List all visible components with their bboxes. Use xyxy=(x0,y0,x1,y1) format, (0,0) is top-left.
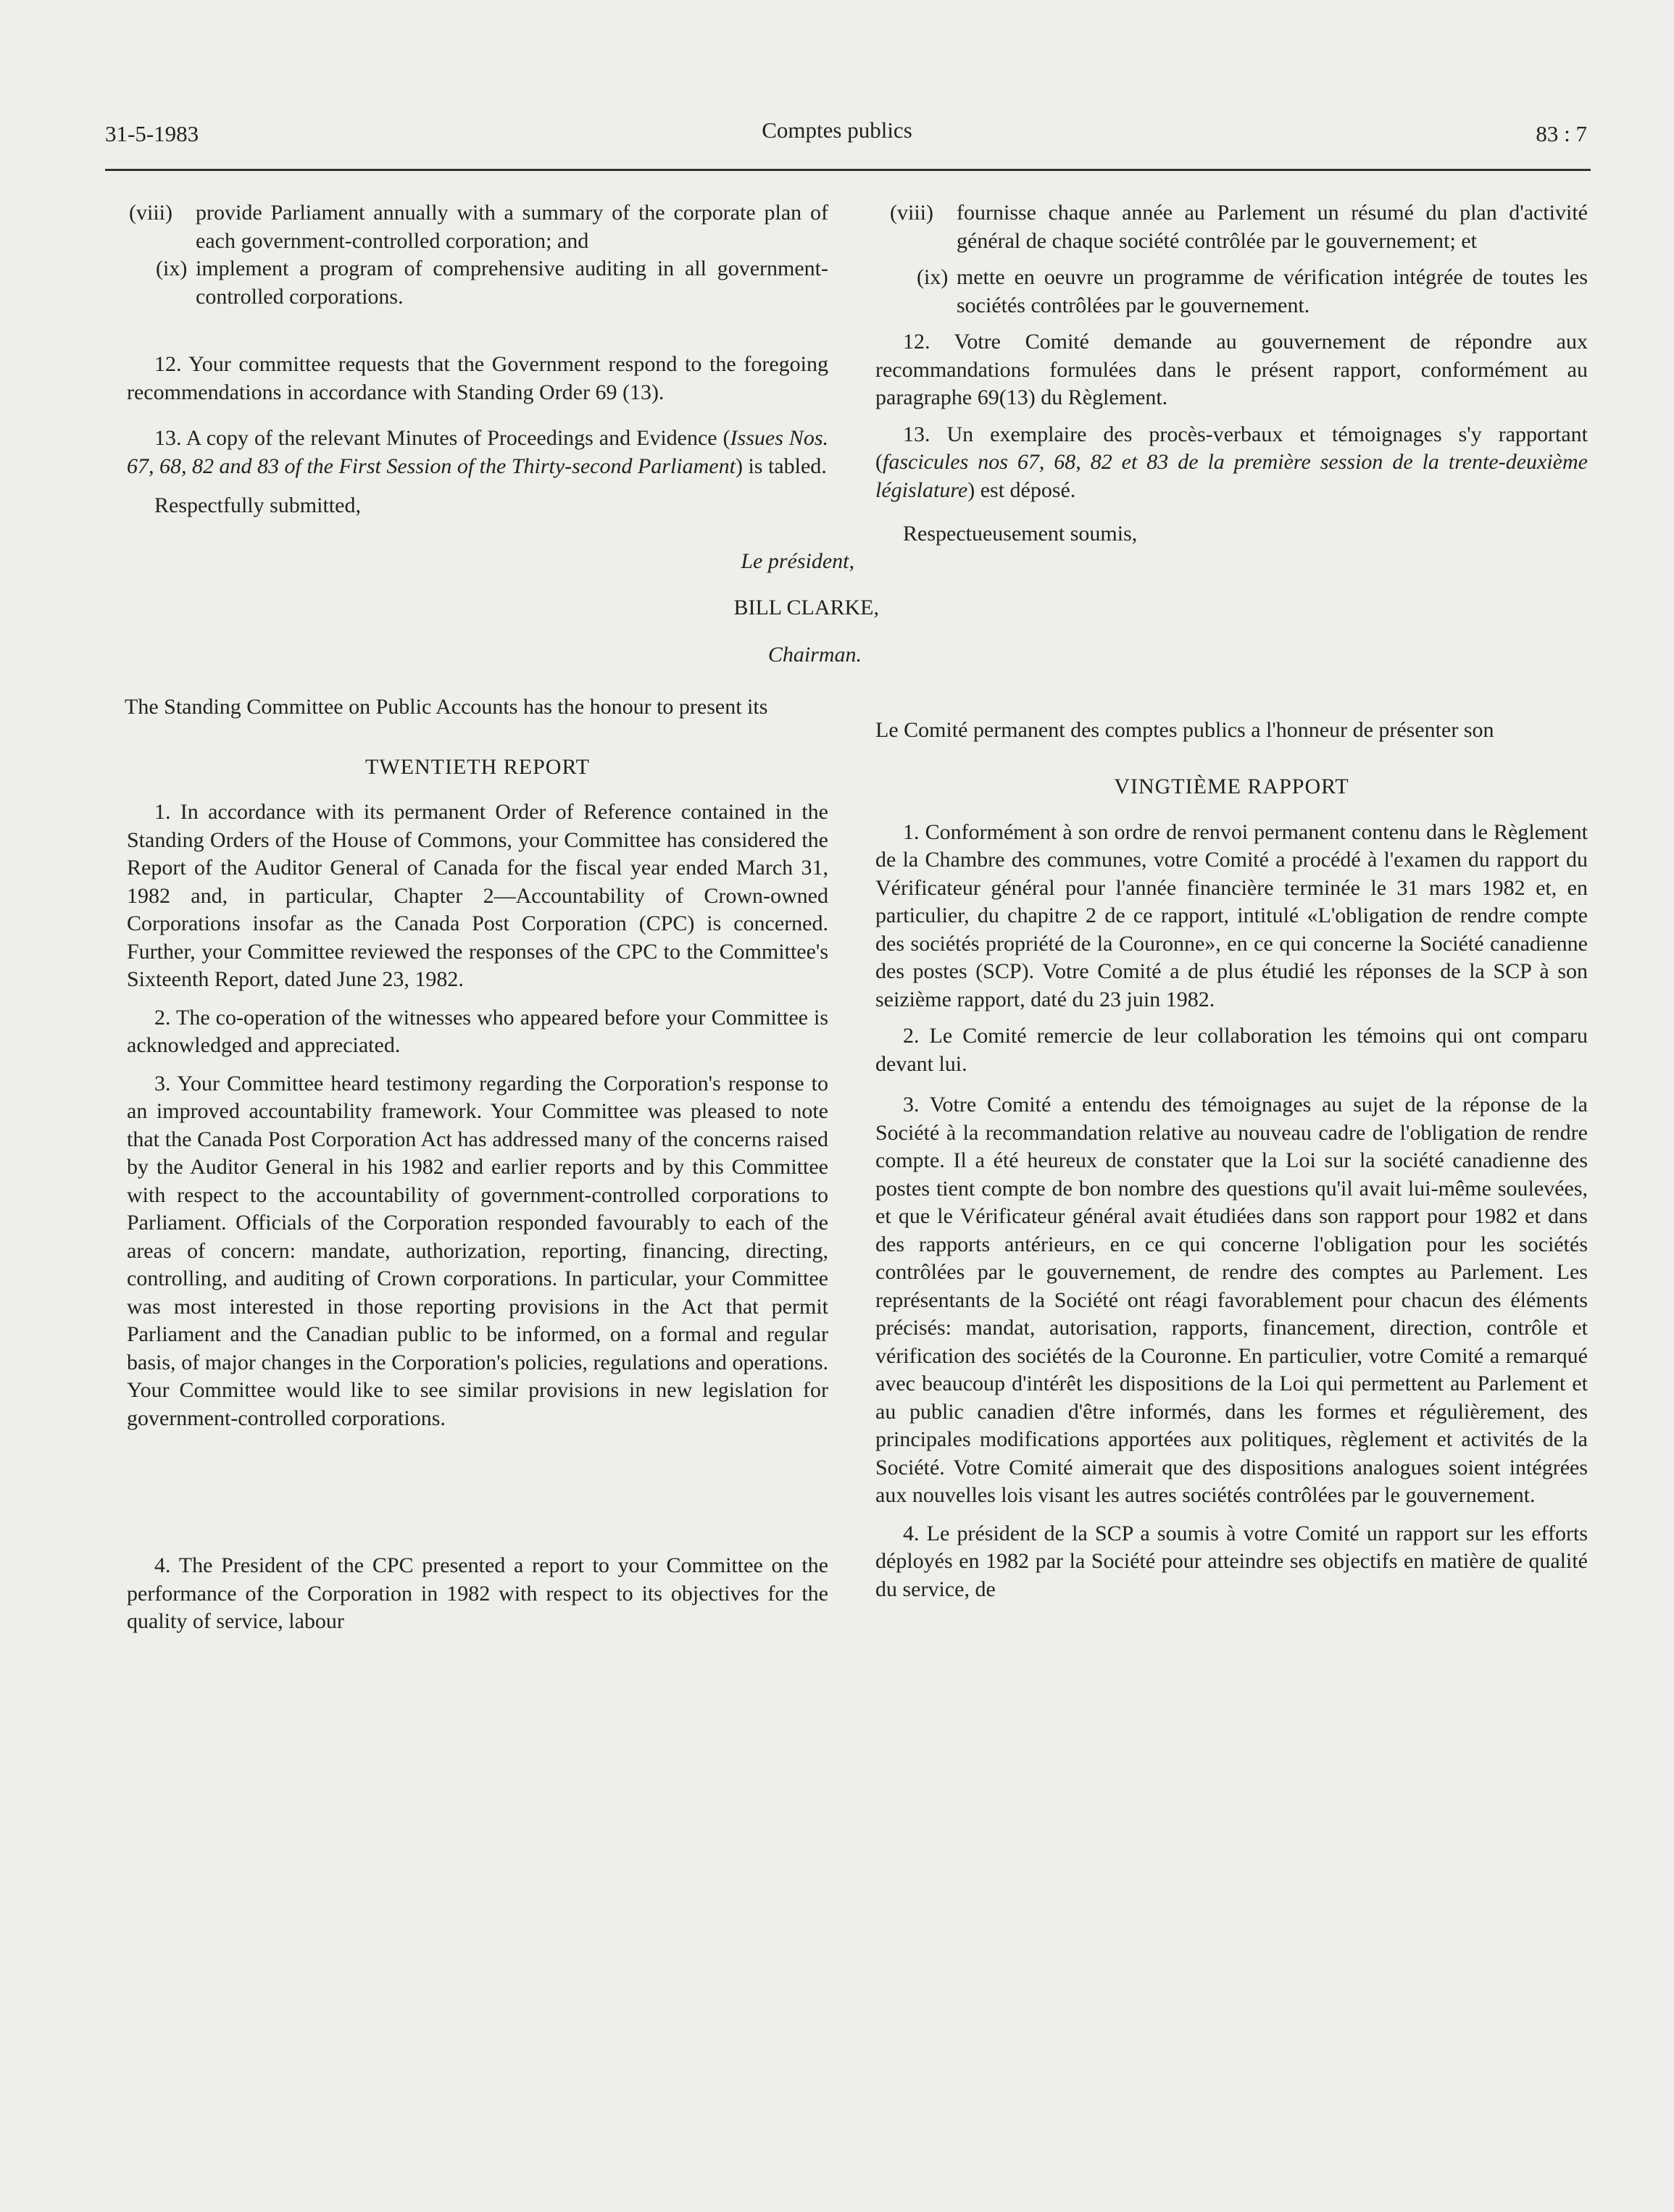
en-paragraph-13-issues: Issues Nos. 67, 68, 82 and 83 of the First Session of the Thirty-second Parliament xyxy=(127,426,828,478)
fr-item-ix-number: (ix) xyxy=(917,265,949,289)
en-paragraph-2: 2. The co-operation of the witnesses who appeared before your Committee is acknowledged and appreciated. xyxy=(127,1005,828,1057)
fr-item-viii-number: (viii) xyxy=(890,201,933,225)
fr-paragraph-4: 4. Le président de la SCP a soumis à votre Comité un rapport sur les efforts déployés en 1982 par la Société pour atteindre ses objectifs en matière de qualité du service, de xyxy=(875,1521,1588,1601)
fr-report-title: VINGTIÈME RAPPORT xyxy=(1114,775,1349,798)
fr-paragraph-1: 1. Conformément à son ordre de renvoi permanent contenu dans le Règlement de la Chambre des communes, votre Comité a procédé à l'examen du rapport du Vérificateur général pour l'année financière terminée le 31 mars 1982 et, en particulier, du chapitre 2 de ce rapport, intitulé «L'obligation de rendre compte des sociétés propriété de la Couronne», en ce qui concerne la Société canadienne des postes (SCP). Votre Comité a de plus étudié les réponses de la SCP à son seizième rapport, daté du 23 juin 1982. xyxy=(875,819,1588,1011)
en-item-viii-number: (viii) xyxy=(129,201,172,225)
en-paragraph-1: 1. In accordance with its permanent Order of Reference contained in the Standing Orders of the House of Commons, your Committee has considered the Report of the Auditor General of Canada for the fiscal year ended March 31, 1982 and, in particular, Chapter 2—Accountability of Crown-owned Corporations insofar as the Canada Post Corporation (CPC) is concerned. Further, your Committee reviewed the responses of the CPC to the Committee's Sixteenth Report, dated June 23, 1982. xyxy=(127,800,828,991)
french-column xyxy=(875,199,1588,1603)
en-item-viii-text: provide Parliament annually with a summary of the corporate plan of each government-controlled corporation; and xyxy=(196,201,828,253)
fr-report-intro: Le Comité permanent des comptes publics a l'honneur de présenter son xyxy=(875,717,1494,742)
signature-name: BILL CLARKE, xyxy=(733,596,879,619)
header-title: Comptes publics xyxy=(762,117,912,143)
header-page-number: 83 : 7 xyxy=(1536,121,1587,146)
en-item-viii xyxy=(129,199,828,255)
en-item-ix-number: (ix) xyxy=(156,256,188,280)
header-date: 31-5-1983 xyxy=(105,121,199,146)
en-report-intro: The Standing Committee on Public Accounts has the honour to present its xyxy=(125,695,768,719)
fr-paragraph-12: 12. Votre Comité demande au gouvernement de répondre aux recommandations formulées dans le présent rapport, conformément au paragraphe 69(13) du Règlement. xyxy=(875,330,1588,409)
en-paragraph-13: 13. A copy of the relevant Minutes of Proceedings and Evidence (Issues Nos. 67, 68, 82 and 83 of the First Session of the Thirty-second Parliament) is tabled. xyxy=(127,426,828,478)
fr-paragraph-13-issues: fascicules nos 67, 68, 82 et 83 de la première session de la trente-deuxième législature xyxy=(875,450,1588,502)
english-column xyxy=(125,199,879,1636)
fr-paragraph-2: 2. Le Comité remercie de leur collaboration les témoins qui ont comparu devant lui. xyxy=(875,1024,1588,1076)
en-report-title: TWENTIETH REPORT xyxy=(365,754,590,779)
fr-item-viii xyxy=(890,199,1588,255)
en-item-ix-text: implement a program of comprehensive auditing in all government-controlled corporations. xyxy=(196,256,828,309)
fr-item-viii-text: fournisse chaque année au Parlement un résumé du plan d'activité général de chaque société contrôlée par le gouvernement; et xyxy=(957,201,1588,253)
en-paragraph-12: 12. Your committee requests that the Government respond to the foregoing recommendations in accordance with Standing Order 69 (13). xyxy=(127,352,828,404)
fr-item-ix-text: mette en oeuvre un programme de vérification intégrée de toutes les sociétés contrôlées par le gouvernement. xyxy=(957,265,1588,317)
fr-paragraph-3: 3. Votre Comité a entendu des témoignages au sujet de la réponse de la Société à la recommandation relative au nouveau cadre de l'obligation de rendre compte. Il a été heureux de constater que la Loi sur la société canadienne des postes tient compte de bon nombre des questions qu'il avait lui-même soulevées, et que le Vérificateur général avait étudiées dans son rapport pour 1982 et dans des rapports antérieurs, en ce qui concerne l'obligation pour les sociétés contrôlées par le gouvernement, de rendre des comptes au Parlement. Les représentants de la Société ont réagi favorablement pour chacun des éléments précisés: mandat, autorisation, rapports, financement, direction, contrôle et vérification des sociétés de la Couronne. En particulier, votre Comité a remarqué avec beaucoup d'intérêt les dispositions de la Loi qui permettent au Parlement et au public canadien d'être informés, dans les formes et régulièrement, des principales modifications apportées aux politiques, règlement et activités de la Société. Votre Comité aimerait que des dispositions analogues soient intégrées aux nouvelles lois visant les autres sociétés contrôlées par le gouvernement. xyxy=(875,1093,1588,1507)
header-rule xyxy=(105,169,1591,171)
en-respectfully-submitted: Respectfully submitted, xyxy=(154,493,361,517)
fr-paragraph-13: 13. Un exemplaire des procès-verbaux et témoignages s'y rapportant (fascicules nos 67, 68, 82 et 83 de la première session de la trente-deuxième législature) est déposé. xyxy=(875,422,1588,502)
fr-item-ix xyxy=(917,264,1588,320)
fr-respectfully-submitted: Respectueusement soumis, xyxy=(903,522,1138,546)
en-paragraph-3: 3. Your Committee heard testimony regarding the Corporation's response to an improved accountability framework. Your Committee was pleased to note that the Canada Post Corporation Act has addressed many of the concerns raised by the Auditor General in his 1982 and earlier reports and by this Committee with respect to the accountability of government-controlled corporations to Parliament. Officials of the Corporation responded favourably to each of the areas of concern: mandate, authorization, reporting, financing, directing, controlling, and auditing of Crown corporations. In particular, your Committee was most interested in those reporting provisions in the Act that permit Parliament and the Canadian public to be informed, on a formal and regular basis, of major changes in the Corporation's policies, regulations and operations. Your Committee would like to see similar provisions in new legislation for government-controlled corporations. xyxy=(127,1071,828,1430)
signature-role: Chairman. xyxy=(767,642,862,667)
signature-role-top: Le président, xyxy=(741,548,854,573)
en-item-ix xyxy=(156,255,828,311)
en-paragraph-4: 4. The President of the CPC presented a report to your Committee on the performance of the Corporation in 1982 with respect to its objectives for the quality of service, labour xyxy=(127,1553,828,1633)
